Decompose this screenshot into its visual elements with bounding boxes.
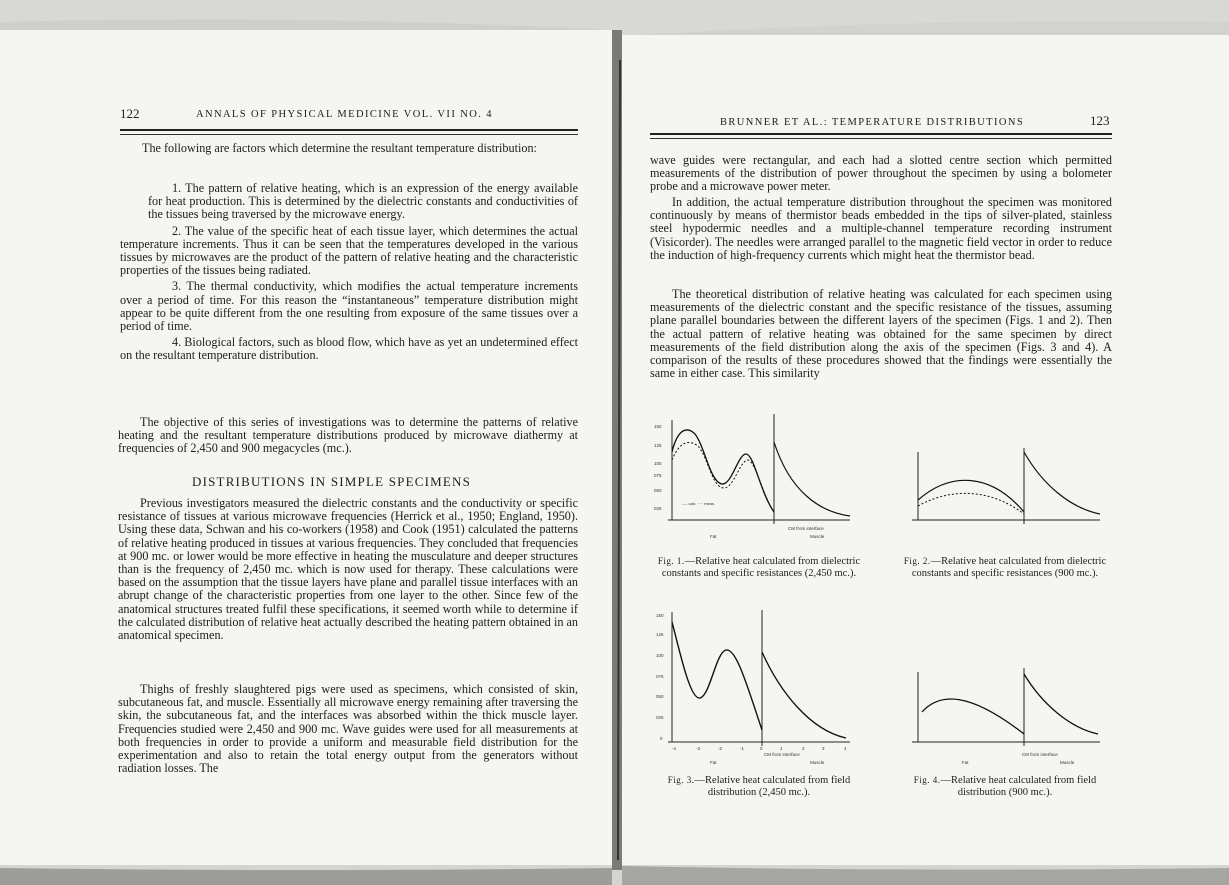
- figure-1: [654, 414, 850, 539]
- fig1-caption-text: —Relative heat calculated from dielectric constants and specific resistances (2,450 mc.).: [661, 556, 861, 579]
- fig3-caption-text: —Relative heat calculated from field distribution (2,450 mc.).: [694, 775, 851, 798]
- fig1-caption-label-text: Fig. 1.: [657, 556, 685, 566]
- fig4-caption-label: Fig. 4.: [913, 775, 941, 785]
- fig1-ytick: 150: [654, 424, 662, 429]
- fig3-xtick: -1: [740, 746, 745, 751]
- fig1-ytick: 050: [654, 488, 662, 493]
- fig3-fat-label: Fat: [710, 760, 717, 765]
- fig4-caption-text: —Relative heat calculated from field distribution (900 mc.).: [940, 775, 1097, 798]
- left-intro-paragraph: The following are factors which determine the resultant temperature distribution:: [142, 141, 537, 155]
- fig2-calculated-curve-solid: [918, 480, 1024, 512]
- factor-item-4: 4. Biological factors, such as blood flow, which have as yet an undetermined effect on the resultant temperature distribution.: [120, 335, 578, 363]
- fig3-ytick: 100: [656, 653, 664, 658]
- fig1-fat-label: Fat: [710, 534, 717, 539]
- fig1-legend-text: ---- calc. ···· meas.: [682, 501, 716, 506]
- fig3-ytick: 075: [656, 674, 664, 679]
- previous-investigators-paragraph: Previous investigators measured the dielectric constants and the conductivity or specific resistance of tissues at various microwave frequencies (Herrick et al., 1950; England, 1950). Using these data, Schwan and his co-workers (1958) and Cook (1951) calculated the patterns of relative heating produced in tissues at various frequencies. They concluded that frequencies at 900 mc. or lower would be more effective in heating the musculature and deeper structures than is the frequency of 2,450 mc. which is now used for therapy. These calculations were based on the assumption that the tissue layers have plane and parallel tissue interfaces with an abrupt change of the characteristic properties from one layer to the other. Since few of the anatomical structures treated fulfil these specifications, it seemed worth while to determine if the calculated distribution of relative heat actually described the heating pattern obtained in an anatomical specimen.: [118, 496, 578, 643]
- left-page-number: 122: [120, 106, 140, 121]
- fig3-muscle-label: Muscle: [810, 760, 825, 765]
- fig3-xtick: -4: [672, 746, 677, 751]
- section-heading: DISTRIBUTIONS IN SIMPLE SPECIMENS: [192, 474, 472, 489]
- figure-3: [656, 610, 850, 765]
- fig2-caption-label: Fig. 2.: [903, 556, 931, 566]
- fig3-ytick: 125: [656, 632, 664, 637]
- objective-paragraph: The objective of this series of investigations was to determine the patterns of relative heating and the resultant temperature distributions produced by microwave diathermy at frequencies of 2,450 and 900 megacycles (mc.).: [118, 415, 578, 456]
- factor-item-3: 3. The thermal conductivity, which modifies the actual temperature increments over a period of time. For this reason the “instantaneous” temperature distribution might appear to be quite different from the one resulting from exposure of the same tissues over a period of time.: [120, 279, 578, 334]
- figures-panel: [650, 412, 1120, 812]
- factors-list: [120, 182, 578, 363]
- fig1-muscle-curve: [774, 442, 850, 516]
- thighs-paragraph: Thighs of freshly slaughtered pigs were used as specimens, which consisted of skin, subcutaneous fat, and muscle. Essentially all microwave energy remaining after traversing the skin, the subcutaneous fat, and the interfaces was absorbed within the thick muscle layer. Frequencies studied were 2,450 and 900 mc. Wave guides were used for all measurements at both frequencies in order to provide a uniform and measurable field distribution for the experimentation and also to retain the total energy output from the generators without radiation losses. The: [118, 682, 578, 776]
- left-header-rule-thin: [120, 134, 578, 135]
- right-header-rule: [650, 133, 1112, 135]
- fig3-ytick: 0: [660, 736, 663, 741]
- fig1-caption: [650, 556, 868, 579]
- fig3-caption: [650, 775, 868, 798]
- fig4-muscle-label: Muscle: [1060, 760, 1075, 765]
- figure-2: [912, 448, 1100, 524]
- fig3-ytick: 025: [656, 715, 664, 720]
- fig4-muscle-curve: [1024, 674, 1098, 734]
- fig4-cm-label: CM from interface: [1022, 752, 1058, 757]
- fig3-cm-label: CM from interface: [764, 752, 800, 757]
- fig3-measured-curve: [672, 622, 762, 730]
- fig3-caption-label: Fig. 3.: [667, 775, 695, 785]
- fig2-muscle-curve: [1024, 452, 1100, 514]
- fig3-muscle-curve: [762, 652, 846, 738]
- left-running-head: ANNALS OF PHYSICAL MEDICINE VOL. VII NO. 4: [196, 109, 493, 120]
- right-paragraph-1: wave guides were rectangular, and each had a slotted centre section which permitted measurements of the distribution of power throughout the specimen by using a bolometer probe and a microwave power meter.: [650, 153, 1112, 194]
- fig2-caption: [896, 556, 1114, 579]
- factor-item-1: 1. The pattern of relative heating, which is an expression of the energy available for heat production. This is determined by the dielectric constants and conductivities of the tissues being traversed by the microwave energy.: [148, 181, 578, 222]
- fig1-cm-label: CM from interface: [788, 526, 824, 531]
- right-running-head: BRUNNER ET AL.: TEMPERATURE DISTRIBUTIONS: [720, 117, 1025, 128]
- fig3-xtick: -2: [718, 746, 723, 751]
- fig2-caption-text: —Relative heat calculated from dielectric constants and specific resistances (900 mc.).: [911, 556, 1107, 579]
- fig4-measured-curve: [922, 699, 1024, 734]
- fig3-xtick: -3: [696, 746, 701, 751]
- fig1-muscle-label: Muscle: [810, 534, 825, 539]
- fig4-fat-label: Fat: [962, 760, 969, 765]
- fig3-xtick: 4: [844, 746, 847, 751]
- right-paragraph-3: The theoretical distribution of relative heating was calculated for each specimen using measurements of the dielectric constant and the specific resistance of the tissues, assuming plane parallel boundaries between the different layers of the specimen (Figs. 1 and 2). Then the actual pattern of relative heating was obtained for the same specimen by direct measurements of the field distribution along the axis of the specimen (Figs. 3 and 4). A comparison of the results of these procedures showed that the findings were essentially the same in either case. This similarity: [650, 287, 1112, 381]
- figure-4: [912, 668, 1100, 765]
- right-paragraph-2: In addition, the actual temperature distribution throughout the specimen was monitored continuously by means of thermistor beads embedded in the tips of silver-plated, stainless steel hypodermic needles and a multiple-channel temperature recording instrument (Visicorder). The needles were arranged parallel to the magnetic field vector in order to reduce the induction of high-frequency currents which might heat the thermistor bead.: [650, 195, 1112, 262]
- fig3-xtick: 0: [760, 746, 763, 751]
- fig3-ytick: 050: [656, 694, 664, 699]
- factor-item-2: 2. The value of the specific heat of each tissue layer, which determines the actual temperature increments. Thus it can be seen that the temperatures developed in the various tissues by microwaves are the product of the pattern of relative heating and the characteristic properties of the tissues being radiated.: [120, 223, 578, 278]
- fig3-xtick: 1: [780, 746, 783, 751]
- fig1-ytick: 025: [654, 506, 662, 511]
- right-header-rule-thin: [650, 138, 1112, 139]
- right-page-number: 123: [1090, 113, 1110, 128]
- left-header-rule: [120, 129, 578, 131]
- fig4-caption: [896, 775, 1114, 798]
- fig1-ytick: 100: [654, 461, 662, 466]
- fig3-ytick: 150: [656, 613, 664, 618]
- fig3-xtick: 3: [822, 746, 825, 751]
- fig1-ytick: 125: [654, 443, 662, 448]
- fig1-ytick: 075: [654, 473, 662, 478]
- fig3-xtick: 2: [802, 746, 805, 751]
